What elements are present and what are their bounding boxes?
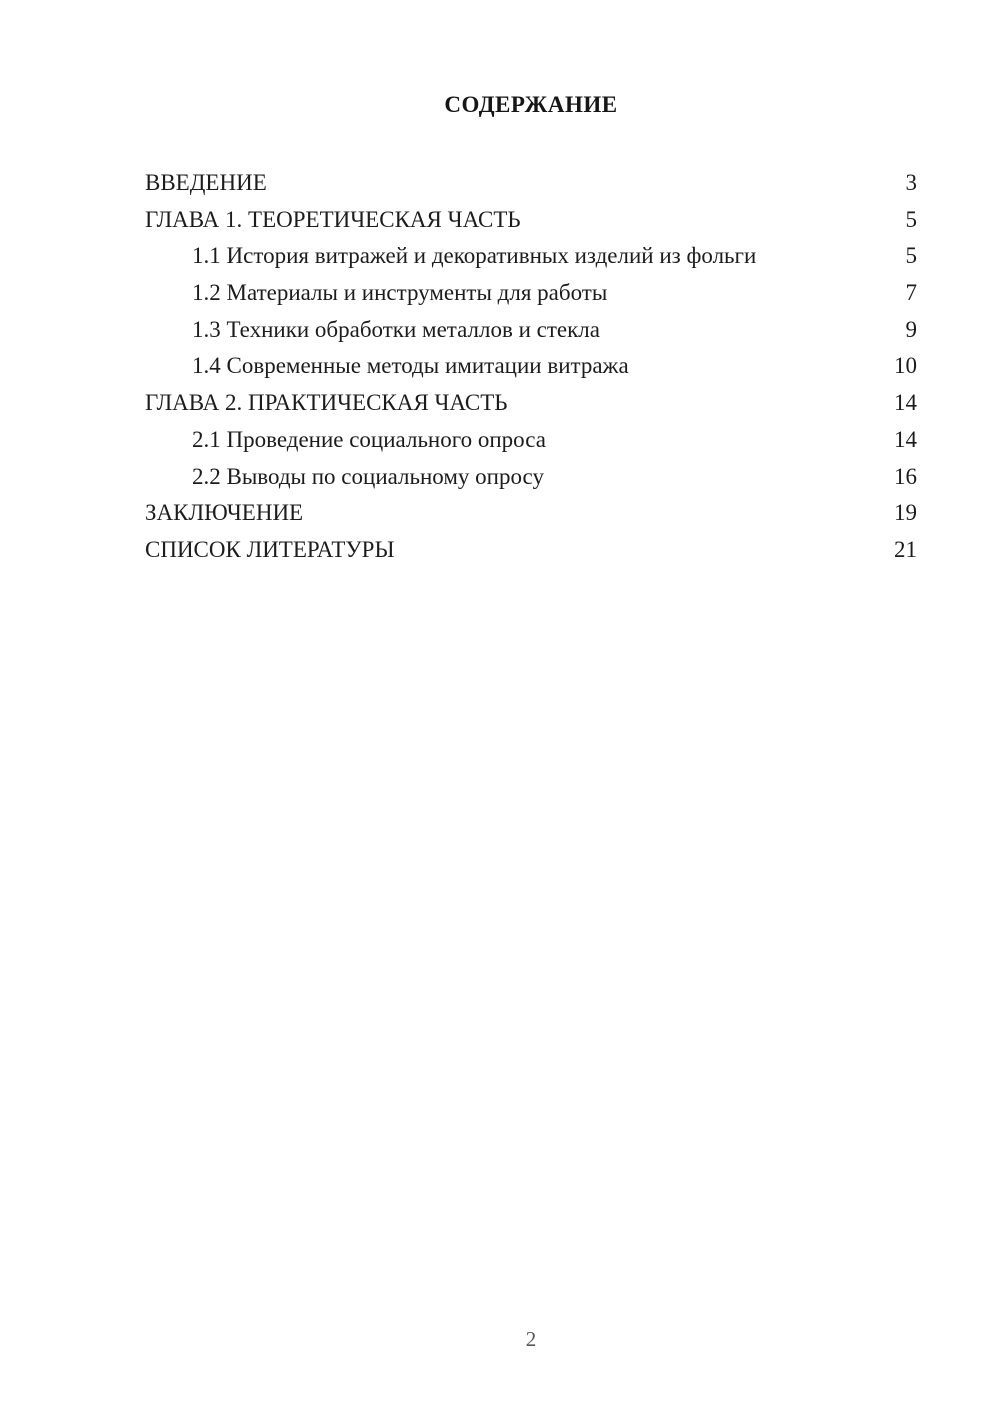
toc-list: [145, 165, 917, 569]
toc-entry-page-number: 14: [894, 390, 917, 416]
toc-entry-label: ГЛАВА 2. ПРАКТИЧЕСКАЯ ЧАСТЬ: [145, 390, 508, 416]
toc-entry-label: 1.2 Материалы и инструменты для работы: [192, 280, 608, 306]
toc-row: [145, 385, 917, 422]
toc-entry-label: ЗАКЛЮЧЕНИЕ: [145, 500, 304, 526]
toc-row: [145, 202, 917, 239]
toc-row: [145, 348, 917, 385]
toc-entry-page-number: 14: [894, 426, 917, 452]
toc-entry-page-number: 5: [905, 206, 917, 232]
toc-entry-label: ГЛАВА 1. ТЕОРЕТИЧЕСКАЯ ЧАСТЬ: [145, 206, 521, 232]
toc-entry-label: 1.4 Современные методы имитации витража: [192, 353, 629, 379]
toc-entry-page-number: 16: [894, 463, 917, 489]
toc-row: [145, 312, 917, 349]
toc-row: [145, 275, 917, 312]
toc-entry-label: 2.2 Выводы по социальному опросу: [192, 463, 544, 489]
toc-entry-page-number: 5: [905, 243, 917, 269]
toc-row: [145, 165, 917, 202]
toc-entry-label: 1.3 Техники обработки металлов и стекла: [192, 316, 600, 342]
toc-entry-page-number: 7: [905, 280, 917, 306]
page-title: СОДЕРЖАНИЕ: [444, 92, 618, 117]
toc-row: [145, 495, 917, 532]
toc-row: [145, 532, 917, 569]
toc-entry-page-number: 21: [894, 536, 917, 562]
toc-row: [145, 459, 917, 496]
toc-row: [145, 422, 917, 459]
toc-entry-page-number: 19: [894, 500, 917, 526]
toc-row: [145, 238, 917, 275]
toc-entry-label: 2.1 Проведение социального опроса: [192, 426, 546, 452]
toc-entry-page-number: 3: [905, 170, 917, 195]
footer-page-number: 2: [525, 1327, 537, 1351]
toc-entry-label: ВВЕДЕНИЕ: [145, 170, 267, 195]
toc-entry-page-number: 10: [894, 353, 917, 379]
toc-entry-label: 1.1 История витражей и декоративных изделий из фольги: [192, 243, 757, 269]
toc-entry-page-number: 9: [905, 316, 917, 342]
toc-entry-label: СПИСОК ЛИТЕРАТУРЫ: [145, 536, 395, 562]
